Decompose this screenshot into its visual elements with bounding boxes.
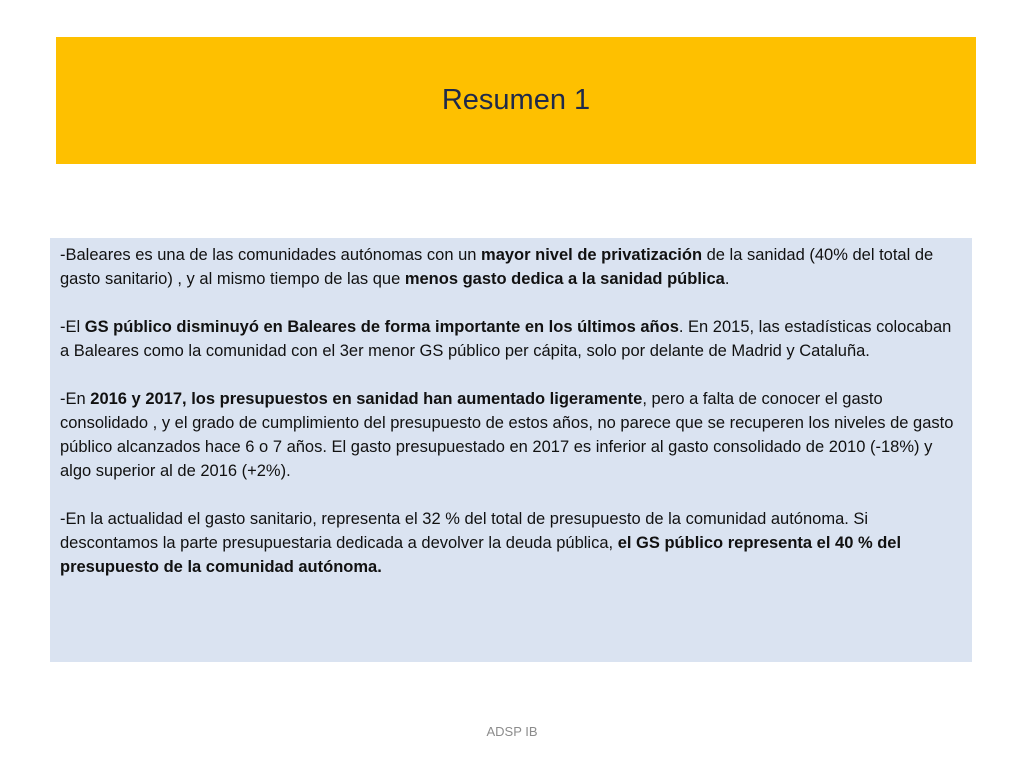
bold-text-segment: 2016 y 2017, los presupuestos en sanidad han aumentado ligeramente [90,390,643,408]
text-segment: de la sanidad (40% del total de gasto sanitario) , y al mismo tiempo de las que [60,246,934,288]
paragraph-current-share [60,507,960,579]
text-segment: . En 2015, las estadísticas colocaban a Baleares como la comunidad con el 3er menor GS público per cápita, solo por delante de Madrid y Cataluña. [60,318,952,360]
text-segment: , pero a falta de conocer el gasto consolidado , y el grado de cumplimiento del presupuesto de estos años, no parece que se recuperen los niveles de gasto público alcanzados hace 6 o 7 años. El gasto presupuestado en 2017 es inferior al gasto consolidado de 2010 (-18%) y algo superior al de 2016 (+2%). [60,390,954,480]
paragraph-privatization [60,243,960,291]
title-band [56,37,976,164]
text-segment: -Baleares es una de las comunidades autónomas con un [60,246,482,264]
bold-text-segment: menos gasto dedica a la sanidad pública [404,270,725,288]
bold-text-segment: el GS público representa el 40 % del presupuesto de la comunidad autónoma. [60,534,902,576]
footer-label: ADSP IB [486,724,538,739]
content-box [50,238,972,662]
text-segment: . [724,270,730,288]
bold-text-segment: mayor nivel de privatización [481,246,703,264]
paragraph-budget-2016-2017 [60,387,960,483]
text-segment: -En [60,390,91,408]
text-segment: -En la actualidad el gasto sanitario, representa el 32 % del total de presupuesto de la comunidad autónoma. Si descontamos la parte presupuestaria dedicada a devolver la deuda pública, [60,510,869,552]
paragraph-public-spending-decline [60,315,960,363]
slide-title: Resumen 1 [441,84,591,116]
bold-text-segment: GS público disminuyó en Baleares de forma importante en los últimos años [84,318,679,336]
text-segment: -El [60,318,85,336]
